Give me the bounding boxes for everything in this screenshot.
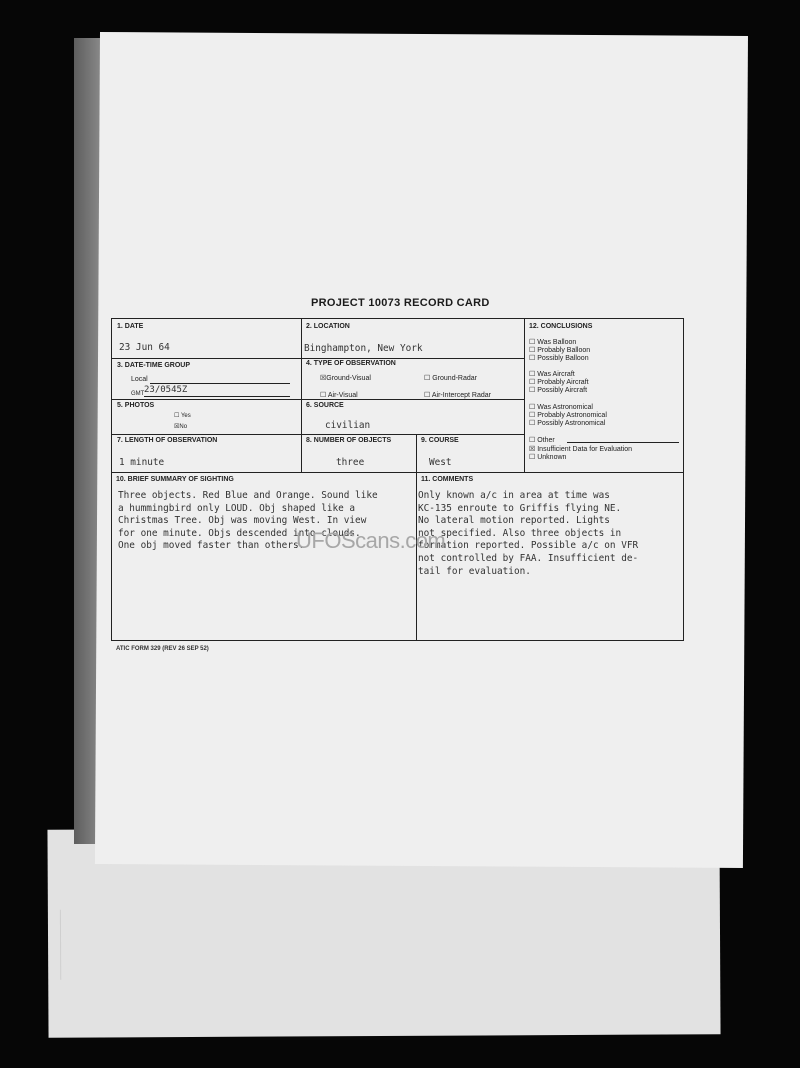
conclusion-item: ☐ Probably Aircraft <box>529 379 589 386</box>
source-value: civilian <box>325 420 371 431</box>
observation-air-visual: ☐ Air-Visual <box>320 392 358 399</box>
observation-air-intercept-radar: ☐ Air-Intercept Radar <box>424 392 491 399</box>
number-of-objects-value: three <box>336 457 365 468</box>
photos-yes-mark: ☐ <box>174 413 180 419</box>
length-of-observation-label: 7. LENGTH OF OBSERVATION <box>117 437 218 444</box>
conclusion-item: ☐ Possibly Aircraft <box>529 387 588 394</box>
photos-yes: ☐ Yes <box>174 413 191 419</box>
conclusion-item: ☐ Was Aircraft <box>529 371 575 378</box>
conclusion-item: ☐ Probably Balloon <box>529 347 591 354</box>
date-time-group-label: 3. DATE-TIME GROUP <box>117 362 190 369</box>
air-visual-mark: ☐ <box>320 392 327 399</box>
course-value: West <box>429 457 452 468</box>
card-title: PROJECT 10073 RECORD CARD <box>311 297 490 309</box>
conclusion-item: ☐ Was Astronomical <box>529 404 593 411</box>
observation-ground-radar: ☐ Ground-Radar <box>424 375 477 382</box>
course-label: 9. COURSE <box>421 437 459 444</box>
brief-summary-label: 10. BRIEF SUMMARY OF SIGHTING <box>116 476 234 483</box>
location-label: 2. LOCATION <box>306 323 350 330</box>
gmt-value: 23/0545Z <box>144 385 188 395</box>
gmt-line <box>144 396 290 397</box>
comments-label: 11. COMMENTS <box>421 476 474 483</box>
conclusions-label: 12. CONCLUSIONS <box>529 323 593 330</box>
local-time-label: Local <box>131 376 148 383</box>
number-of-objects-label: 8. NUMBER OF OBJECTS <box>306 437 392 444</box>
conclusion-item: ☐ Possibly Balloon <box>529 355 589 362</box>
conclusion-item: ☐ Was Balloon <box>529 339 577 346</box>
ground-visual-mark: ☒ <box>320 375 327 382</box>
source-label: 6. SOURCE <box>306 402 344 409</box>
conclusion-item: ☐ Possibly Astronomical <box>529 420 606 427</box>
brief-summary-text: Three objects. Red Blue and Orange. Sound like a hummingbird only LOUD. Obj shaped like a Christmas Tree. Obj was moving West. In view for one minute. Objs descended into clouds. One obj moved faster than others. <box>118 490 378 552</box>
local-time-line <box>150 383 290 384</box>
date-label: 1. DATE <box>117 323 144 330</box>
photos-no-mark: ☒ <box>174 424 180 430</box>
observation-type-label: 4. TYPE OF OBSERVATION <box>306 360 396 367</box>
comments-text: Only known a/c in area at time was KC-135 enroute to Griffis flying NE. No lateral motion reported. Lights not specified. Also three objects in formation reported. Possible a/c on VFR not controlled by FAA. Insufficient de- tail for evaluation. <box>418 490 639 577</box>
ground-radar-mark: ☐ <box>424 375 431 382</box>
location-value: Binghampton, New York <box>304 343 423 354</box>
conclusion-item-insufficient-data: ☒ Insufficient Data for Evaluation <box>529 446 633 453</box>
conclusion-item-other: ☐ Other <box>529 437 555 444</box>
date-value: 23 Jun 64 <box>119 342 170 353</box>
gmt-label: GMT <box>131 391 145 397</box>
conclusion-item: ☐ Probably Astronomical <box>529 412 607 419</box>
conclusion-item: ☐ Unknown <box>529 454 567 461</box>
observation-ground-visual: ☒Ground-Visual <box>320 375 371 382</box>
form-number: ATIC FORM 329 (REV 26 SEP 52) <box>116 646 209 652</box>
other-line <box>567 442 679 443</box>
photos-label: 5. PHOTOS <box>117 402 155 409</box>
length-of-observation-value: 1 minute <box>119 457 165 468</box>
watermark: UFOScans.com <box>296 528 446 553</box>
photos-no: ☒No <box>174 424 188 430</box>
air-intercept-radar-mark: ☐ <box>424 392 431 399</box>
